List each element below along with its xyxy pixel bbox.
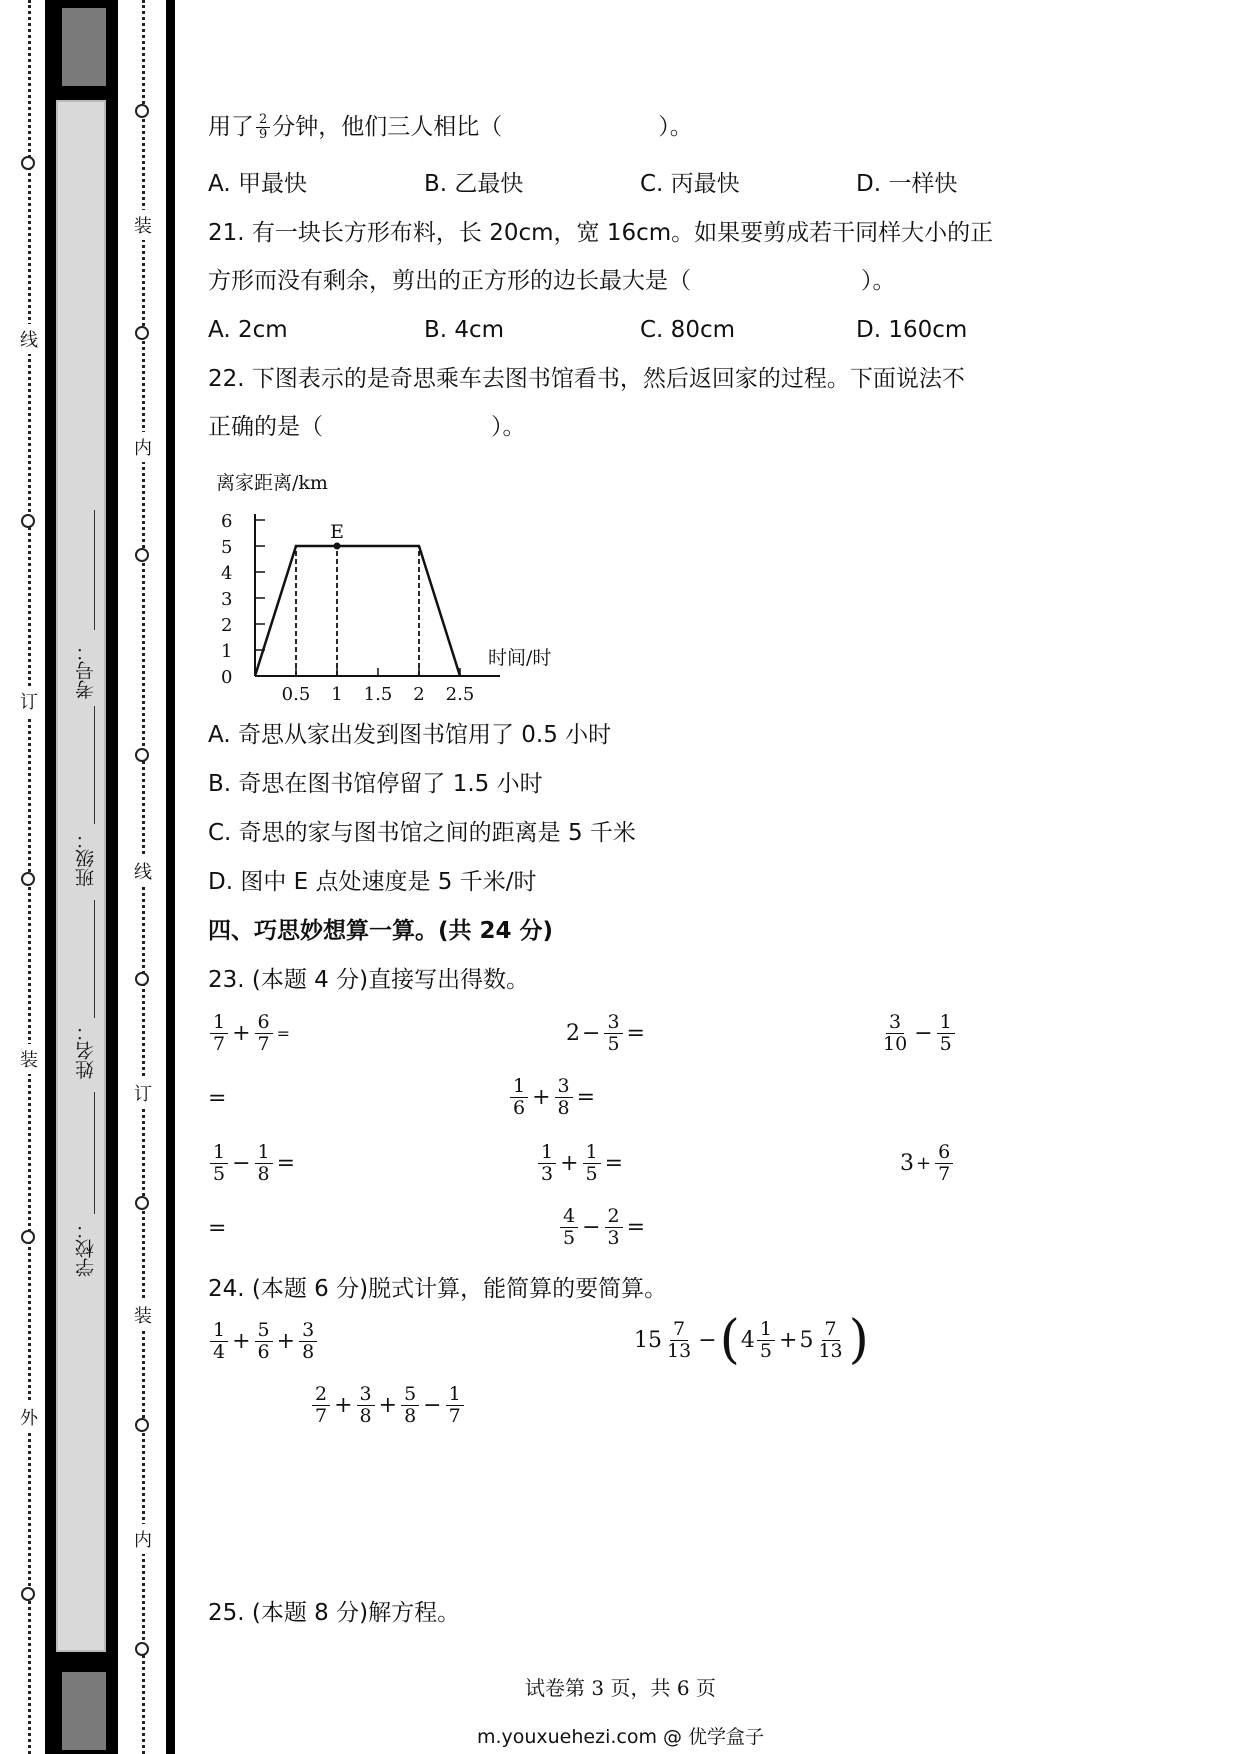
margin-mark-inner: 装 [131, 210, 155, 240]
margin-mark-inner: 订 [131, 1078, 155, 1108]
q23-expr-1[interactable]: $\frac{1}{7}$ + $\frac{6}{7}$ = [208, 1012, 292, 1055]
q23-expr-4[interactable]: $\frac{1}{6}$ + $\frac{3}{8}$ = [508, 1076, 597, 1119]
chart-y-tick-label: 5 [221, 537, 233, 558]
binding-hole-mark [135, 1642, 149, 1656]
fraction: $\frac{1}{3}$ [538, 1142, 556, 1185]
fraction: $\frac{1}{5}$ [210, 1142, 228, 1185]
chart-y-tick-label: 4 [221, 563, 233, 584]
field-name-line[interactable] [94, 900, 95, 1018]
fraction: $\frac{3}{8}$ [357, 1384, 375, 1427]
binding-hole-mark [21, 1230, 35, 1244]
fraction: $\frac{1}{4}$ [210, 1320, 228, 1363]
q21-option-d[interactable]: D. 160cm [856, 317, 968, 343]
chart-x-tick-label: 1.5 [363, 684, 393, 702]
q23-expr-6[interactable]: $\frac{1}{3}$ + $\frac{1}{5}$ = [536, 1142, 625, 1185]
fraction: $\frac{7}{13}$ [667, 1317, 692, 1362]
q21-option-b[interactable]: B. 4cm [424, 317, 505, 343]
q22-line1: 22. 下图表示的是奇思乘车去图书馆看书，然后返回家的过程。下面说法不 [208, 366, 965, 392]
fraction: $\frac{7}{13}$ [818, 1317, 843, 1362]
watermark-site[interactable]: m.youxuehezi.com @ 优学盒子 [476, 1726, 765, 1748]
field-exam-number: 考号： [75, 642, 97, 699]
margin-mark-outer: 装 [17, 1044, 41, 1074]
fraction: $\frac{3}{10}$ [883, 1011, 908, 1055]
q20-option-c[interactable]: C. 丙最快 [640, 171, 740, 197]
chart-x-tick-label: 0.5 [281, 684, 311, 702]
q22-option-a[interactable]: A. 奇思从家出发到图书馆用了 0.5 小时 [208, 722, 612, 748]
fraction: $\frac{3}{8}$ [299, 1320, 317, 1363]
q23-eq-wrap-2: = [208, 1216, 227, 1241]
chart-x-label: 时间/时 [488, 647, 552, 669]
q24-expr-1[interactable]: $\frac{1}{4}$ + $\frac{5}{6}$ + $\frac{3}{8}$ [208, 1320, 319, 1363]
chart-x-tick-label: 1 [331, 684, 343, 702]
q23-expr-5[interactable]: $\frac{1}{5}$ − $\frac{1}{8}$ = [208, 1142, 297, 1185]
fraction: $\frac{2}{9}$ [256, 113, 270, 142]
fraction: $\frac{2}{3}$ [605, 1206, 623, 1249]
binding-hole-mark [135, 1196, 149, 1210]
fraction: $\frac{4}{5}$ [560, 1206, 578, 1249]
binding-hole-mark [21, 872, 35, 886]
fraction: $\frac{3}{5}$ [604, 1012, 622, 1055]
field-school: 学校： [75, 1220, 97, 1277]
margin-mark-inner: 内 [131, 432, 155, 462]
section-4-title: 四、巧思妙想算一算。(共 24 分) [208, 918, 554, 944]
q24-expr-3[interactable]: $\frac{2}{7}$ + $\frac{3}{8}$ + $\frac{5}{8}$ − $\frac{1}{7}$ [310, 1384, 466, 1427]
margin-mark-outer: 线 [17, 324, 41, 354]
field-name: 姓名： [75, 1022, 97, 1079]
field-school-line[interactable] [94, 1092, 95, 1214]
chart-y-tick-label: 6 [221, 511, 233, 532]
q22-option-b[interactable]: B. 奇思在图书馆停留了 1.5 小时 [208, 771, 543, 797]
margin-mark-outer: 订 [17, 686, 41, 716]
q21-option-c[interactable]: C. 80cm [640, 317, 735, 343]
chart-y-label: 离家距离/km [216, 472, 328, 494]
chart-x-tick-label: 2 [413, 684, 425, 702]
margin-mark-outer: 外 [17, 1402, 41, 1432]
fraction: $\frac{1}{7}$ [210, 1012, 228, 1055]
q20-text-before: 用了 [208, 114, 254, 140]
fraction: $\frac{6}{7}$ [935, 1142, 953, 1185]
margin-mark-inner: 装 [131, 1300, 155, 1330]
field-exam-number-line[interactable] [94, 510, 95, 630]
q23-expr-2[interactable]: 2 − $\frac{3}{5}$ = [566, 1011, 645, 1055]
chart-point-label: E [330, 521, 344, 543]
q20-option-a[interactable]: A. 甲最快 [208, 171, 307, 197]
chart-x-tick-label: 2.5 [445, 684, 475, 702]
q21-line1: 21. 有一块长方形布料，长 20cm，宽 16cm。如果要剪成若干同样大小的正 [208, 220, 994, 246]
page-number: 试卷第 3 页，共 6 页 [525, 1676, 716, 1700]
fraction: $\frac{1}{5}$ [937, 1012, 955, 1055]
binding-hole-mark [135, 1418, 149, 1432]
margin-mark-inner: 线 [131, 856, 155, 886]
field-class: 班级： [75, 830, 97, 887]
fraction: $\frac{1}{5}$ [583, 1142, 601, 1185]
fraction: $\frac{1}{5}$ [757, 1319, 775, 1362]
binding-hole-mark [135, 972, 149, 986]
chart-point-e [334, 543, 341, 550]
q22-line2: 正确的是（ ）。 [208, 414, 526, 440]
margin-mark-inner: 内 [131, 1524, 155, 1554]
q21-option-a[interactable]: A. 2cm [208, 317, 288, 343]
q23-title: 23. (本题 4 分)直接写出得数。 [208, 967, 530, 993]
q25-title: 25. (本题 8 分)解方程。 [208, 1600, 461, 1626]
fraction: $\frac{1}{7}$ [446, 1384, 464, 1427]
chart-y-tick-label: 3 [221, 589, 233, 610]
margin-gray-block-top [62, 8, 106, 86]
chart-series-line [255, 546, 460, 676]
chart-y-tick-label: 0 [221, 667, 233, 688]
binding-hole-mark [135, 748, 149, 762]
fraction: $\frac{2}{7}$ [312, 1384, 330, 1427]
q20-stem-tail [208, 112, 693, 142]
chart-y-tick-label: 1 [221, 641, 233, 662]
q22-option-d[interactable]: D. 图中 E 点处速度是 5 千米/时 [208, 869, 537, 895]
q20-option-b[interactable]: B. 乙最快 [424, 171, 524, 197]
chart-y-tick-label: 2 [221, 615, 233, 636]
q22-option-c[interactable]: C. 奇思的家与图书馆之间的距离是 5 千米 [208, 820, 636, 846]
fraction: $\frac{6}{7}$ [255, 1012, 273, 1055]
q20-text-after: 分钟，他们三人相比（ [272, 114, 503, 140]
q24-expr-2[interactable]: 15 $\frac{7}{13}$ − ( 4 $\frac{1}{5}$ + 5 $\frac{7}{13}$ ) [634, 1310, 869, 1370]
binding-hole-mark [21, 1587, 35, 1601]
q23-expr-8[interactable]: $\frac{4}{5}$ − $\frac{2}{3}$ = [558, 1206, 647, 1249]
field-class-line[interactable] [94, 706, 95, 824]
q21-line2: 方形而没有剩余，剪出的正方形的边长最大是（ ）。 [208, 268, 896, 294]
q23-expr-3[interactable]: $\frac{3}{10}$ − $\frac{1}{5}$ [878, 1012, 957, 1055]
q20-close: ）。 [658, 114, 693, 140]
binding-hole-mark [135, 326, 149, 340]
binding-hole-mark [135, 104, 149, 118]
q23-expr-7[interactable]: 3 + $\frac{6}{7}$ [900, 1142, 955, 1185]
binding-hole-mark [21, 514, 35, 528]
q22-answer-blank[interactable] [323, 412, 491, 442]
distance-time-chart [200, 462, 580, 702]
fraction: $\frac{5}{6}$ [255, 1320, 273, 1363]
fraction: $\frac{1}{8}$ [255, 1142, 273, 1185]
fraction: $\frac{5}{8}$ [401, 1384, 419, 1427]
q21-answer-blank[interactable] [691, 266, 861, 296]
q24-title: 24. (本题 6 分)脱式计算，能简算的要简算。 [208, 1276, 668, 1302]
q23-eq-wrap-1: = [208, 1086, 227, 1111]
fraction: $\frac{3}{8}$ [555, 1076, 573, 1119]
fraction: $\frac{1}{6}$ [510, 1076, 528, 1119]
binding-hole-mark [21, 156, 35, 170]
binding-hole-mark [135, 548, 149, 562]
q20-option-d[interactable]: D. 一样快 [856, 171, 958, 197]
